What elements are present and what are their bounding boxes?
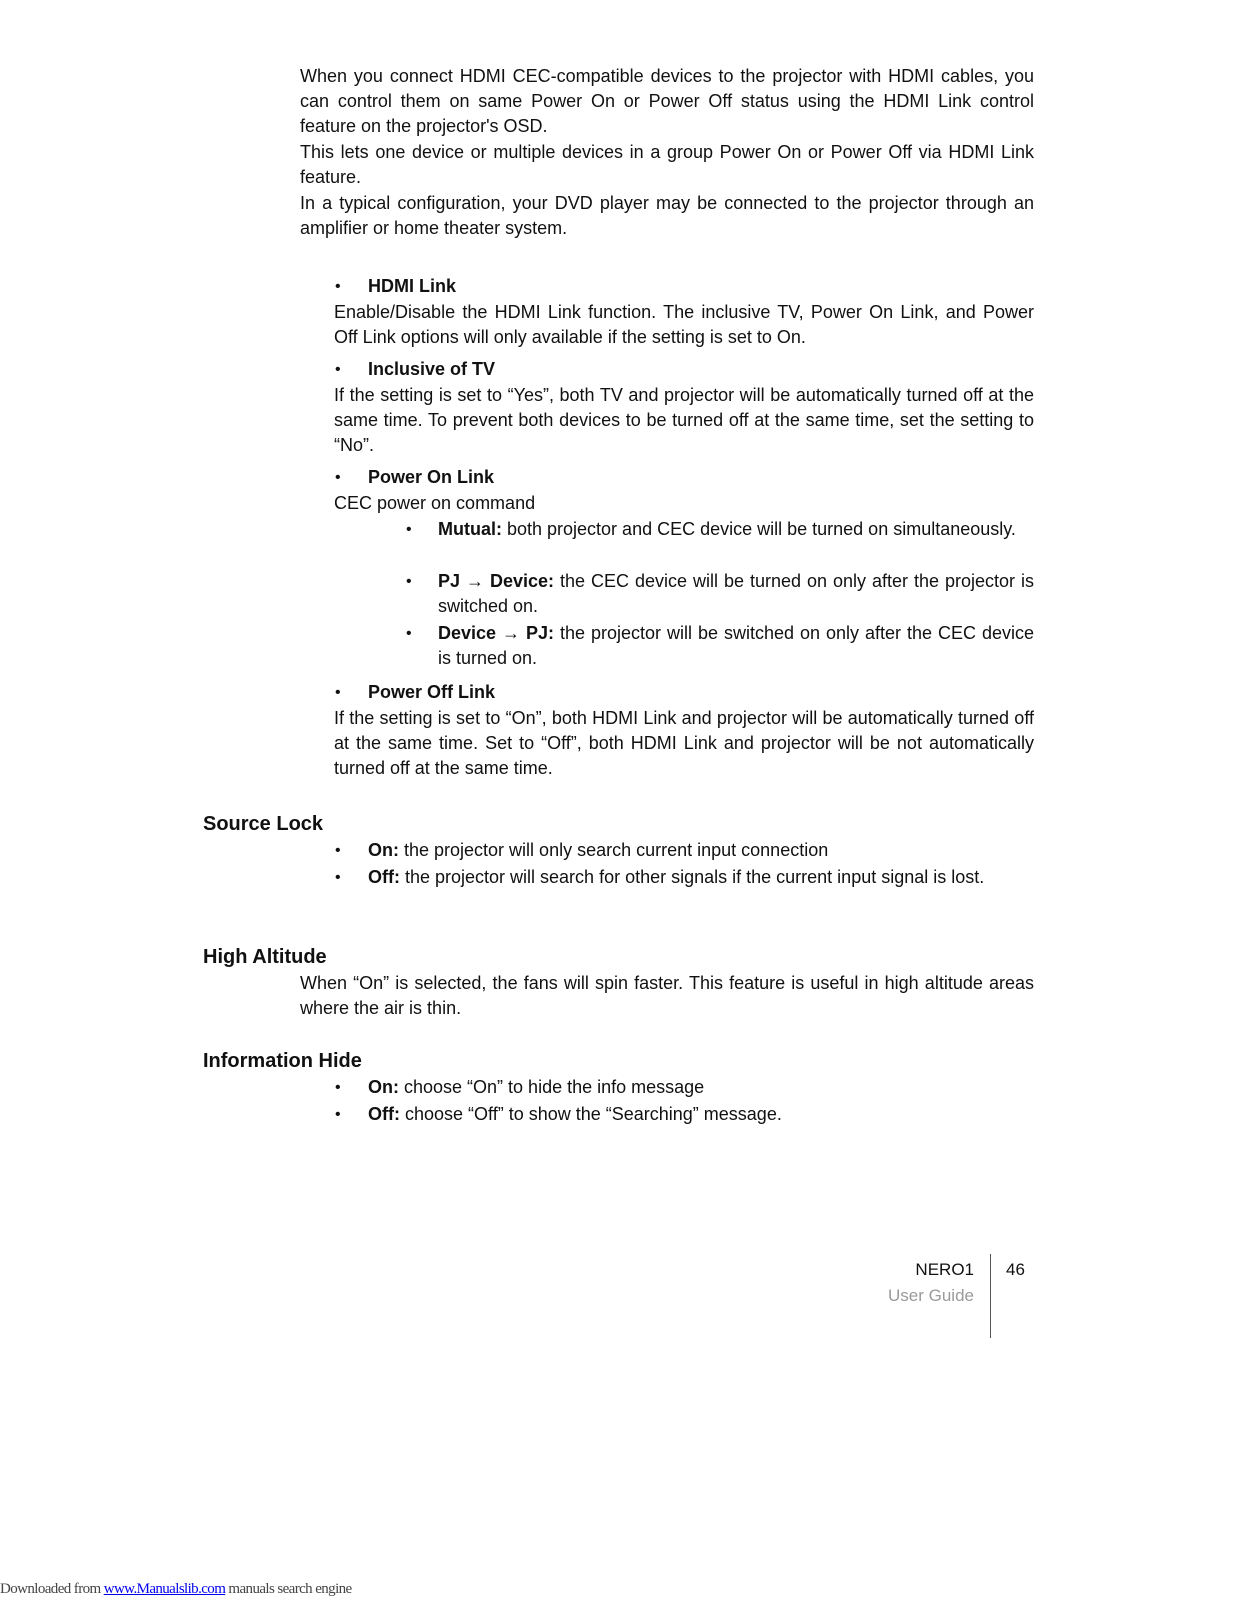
source-lock-off-label: Off:	[368, 867, 400, 887]
bullet-icon: •	[335, 469, 341, 486]
high-altitude-heading: High Altitude	[203, 946, 327, 968]
inclusive-tv-title: Inclusive of TV	[368, 359, 496, 379]
intro-paragraph-1: When you connect HDMI CEC-compatible devices to the projector with HDMI cables, you can control them on same Power On or Power Off status using the HDMI Link control feature on the projector's OSD.	[300, 66, 1034, 136]
source-lock-heading: Source Lock	[203, 813, 324, 835]
high-altitude-text: When “On” is selected, the fans will spin faster. This feature is useful in high altitude areas where the air is thin.	[300, 973, 1034, 1018]
pj-device-label: PJ → Device:	[438, 571, 555, 591]
download-suffix: manuals search engine	[225, 1581, 352, 1597]
bullet-icon: •	[335, 869, 341, 886]
power-on-mutual	[438, 517, 1034, 542]
hdmi-link-title: HDMI Link	[368, 276, 456, 296]
source-lock-off-text: the projector will search for other signals if the current input signal is lost.	[399, 867, 985, 887]
hdmi-link-description: Enable/Disable the HDMI Link function. The inclusive TV, Power On Link, and Power Off Link options will only available if the setting is set to On.	[334, 302, 1034, 347]
intro-paragraph-2: This lets one device or multiple devices in a group Power On or Power Off via HDMI Link feature.	[300, 142, 1034, 187]
source-lock-on-text: the projector will only search current input connection	[399, 840, 829, 860]
device-pj-label: Device → PJ:	[438, 623, 555, 643]
bullet-icon: •	[335, 842, 341, 859]
info-hide-on-label: On:	[368, 1077, 399, 1097]
bullet-icon: •	[335, 1079, 341, 1096]
device-pj-text: the projector will be switched on only after the CEC device is turned on.	[438, 623, 1034, 668]
inclusive-tv-description: If the setting is set to “Yes”, both TV and projector will be automatically turned off at the same time. To prevent both devices to be turned off at the same time, set the setting to “No”.	[334, 385, 1034, 455]
footer-model: NERO1	[915, 1260, 974, 1279]
manualslib-link[interactable]: www.Manualslib.com	[103, 1581, 226, 1597]
info-hide-off-label: Off:	[368, 1104, 400, 1124]
power-on-pj-device	[438, 569, 1034, 619]
power-on-link-description: CEC power on command	[334, 493, 536, 513]
download-prefix: Downloaded from	[0, 1581, 104, 1597]
information-hide-off	[368, 1102, 782, 1127]
info-hide-off-text: choose “Off” to show the “Searching” message.	[399, 1104, 782, 1124]
power-on-link-title: Power On Link	[368, 467, 495, 487]
bullet-icon: •	[406, 521, 412, 538]
power-off-link-description: If the setting is set to “On”, both HDMI Link and projector will be automatically turned off at the same time. Set to “Off”, both HDMI Link and projector will be not automatically turned off at the same time.	[334, 708, 1034, 778]
bullet-icon: •	[335, 684, 341, 701]
information-hide-heading: Information Hide	[203, 1050, 362, 1072]
bullet-icon: •	[335, 278, 341, 295]
pj-device-text: the CEC device will be turned on only after the projector is switched on.	[438, 571, 1034, 616]
source-lock-on-label: On:	[368, 840, 399, 860]
power-off-link-title: Power Off Link	[368, 682, 496, 702]
intro-paragraph-3: In a typical configuration, your DVD player may be connected to the projector through an amplifier or home theater system.	[300, 193, 1034, 238]
mutual-text: both projector and CEC device will be turned on simultaneously.	[501, 519, 1016, 539]
bullet-icon: •	[335, 1106, 341, 1123]
bullet-icon: •	[335, 361, 341, 378]
source-lock-off	[368, 865, 1034, 890]
source-lock-on	[368, 838, 1034, 863]
information-hide-on	[368, 1075, 704, 1100]
footer-divider	[990, 1254, 991, 1338]
mutual-label: Mutual:	[438, 519, 502, 539]
download-source	[0, 1577, 352, 1602]
footer-guide-label: User Guide	[888, 1286, 974, 1305]
bullet-icon: •	[406, 573, 412, 590]
power-on-device-pj	[438, 621, 1034, 671]
page-number: 46	[1006, 1260, 1025, 1279]
bullet-icon: •	[406, 625, 412, 642]
info-hide-on-text: choose “On” to hide the info message	[399, 1077, 705, 1097]
